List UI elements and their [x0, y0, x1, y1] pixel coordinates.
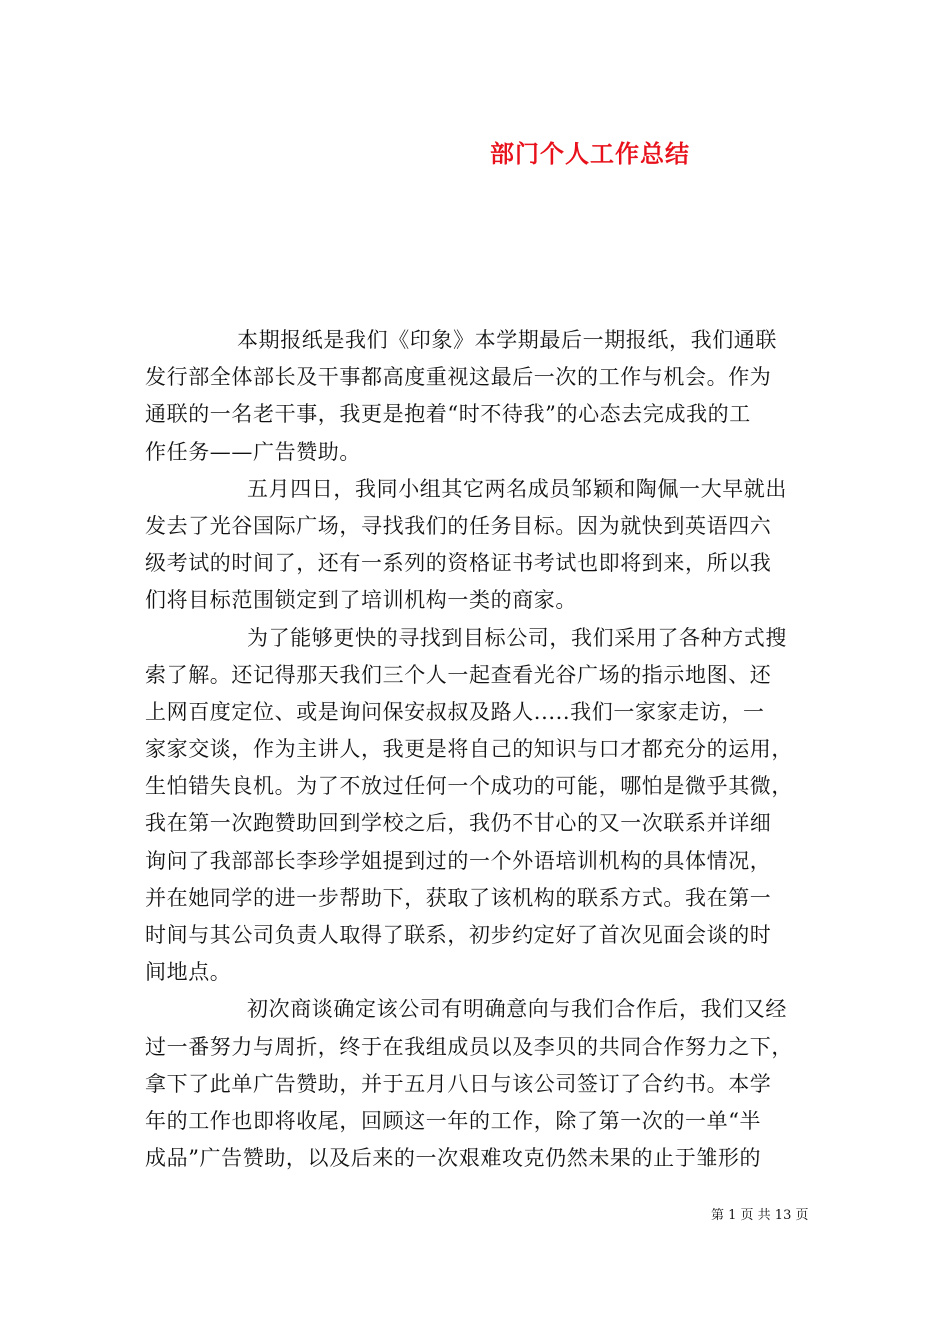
text-line: 们将目标范围锁定到了培训机构一类的商家。	[145, 588, 577, 613]
text-line: 索了解。还记得那天我们三个人一起查看光谷广场的指示地图、还	[145, 662, 772, 687]
paragraph	[145, 620, 825, 992]
text-line: 生怕错失良机。为了不放过任何一个成功的可能，哪怕是微乎其微，	[145, 774, 793, 799]
text-line: 时间与其公司负责人取得了联系，初步约定好了首次见面会谈的时	[145, 923, 772, 947]
text-line: 我在第一次跑赞助回到学校之后，我仍不甘心的又一次联系并详细	[145, 811, 772, 836]
document-title: 部门个人工作总结	[490, 139, 690, 168]
paragraph	[145, 991, 825, 1177]
text-line: 家家交谈，作为主讲人，我更是将自己的知识与口才都充分的运用，	[145, 737, 793, 762]
text-line: 为了能够更快的寻找到目标公司，我们采用了各种方式搜	[247, 625, 787, 650]
text-line: 五月四日，我同小组其它两名成员邹颖和陶佩一大早就出	[247, 476, 787, 501]
text-line: 成品”广告赞助，以及后来的一次艰难攻克仍然未果的止于雏形的	[145, 1146, 762, 1171]
text-line: 发行部全体部长及干事都高度重视这最后一次的工作与机会。作为	[145, 365, 772, 390]
text-line: 发去了光谷国际广场，寻找我们的任务目标。因为就快到英语四六	[145, 513, 772, 538]
text-line: 初次商谈确定该公司有明确意向与我们合作后，我们又经	[247, 997, 787, 1022]
text-line: 询问了我部部长李珍学姐提到过的一个外语培训机构的具体情况，	[145, 848, 772, 873]
text-line: 作任务——广告赞助。	[145, 439, 361, 464]
document-body	[145, 322, 825, 1177]
text-line: 年的工作也即将收尾，回顾这一年的工作，除了第一次的一单“半	[145, 1108, 762, 1133]
text-line: 间地点。	[145, 960, 232, 985]
text-line: 本期报纸是我们《印象》本学期最后一期报纸，我们通联	[237, 328, 777, 352]
page-number-footer: 第 1 页 共 13 页	[711, 1208, 809, 1223]
text-line: 过一番努力与周折，终于在我组成员以及李贝的共同合作努力之下，	[145, 1034, 793, 1059]
text-line: 拿下了此单广告赞助，并于五月八日与该公司签订了合约书。本学	[145, 1071, 772, 1096]
text-line: 通联的一名老干事，我更是抱着“时不待我”的心态去完成我的工	[145, 402, 751, 427]
text-line: 并在她同学的进一步帮助下，获取了该机构的联系方式。我在第一	[145, 885, 772, 910]
paragraph	[145, 471, 825, 620]
text-line: 上网百度定位、或是询问保安叔叔及路人.....我们一家家走访，一	[145, 699, 765, 724]
text-line: 级考试的时间了，还有一系列的资格证书考试也即将到来，所以我	[145, 551, 772, 576]
paragraph	[145, 322, 825, 471]
